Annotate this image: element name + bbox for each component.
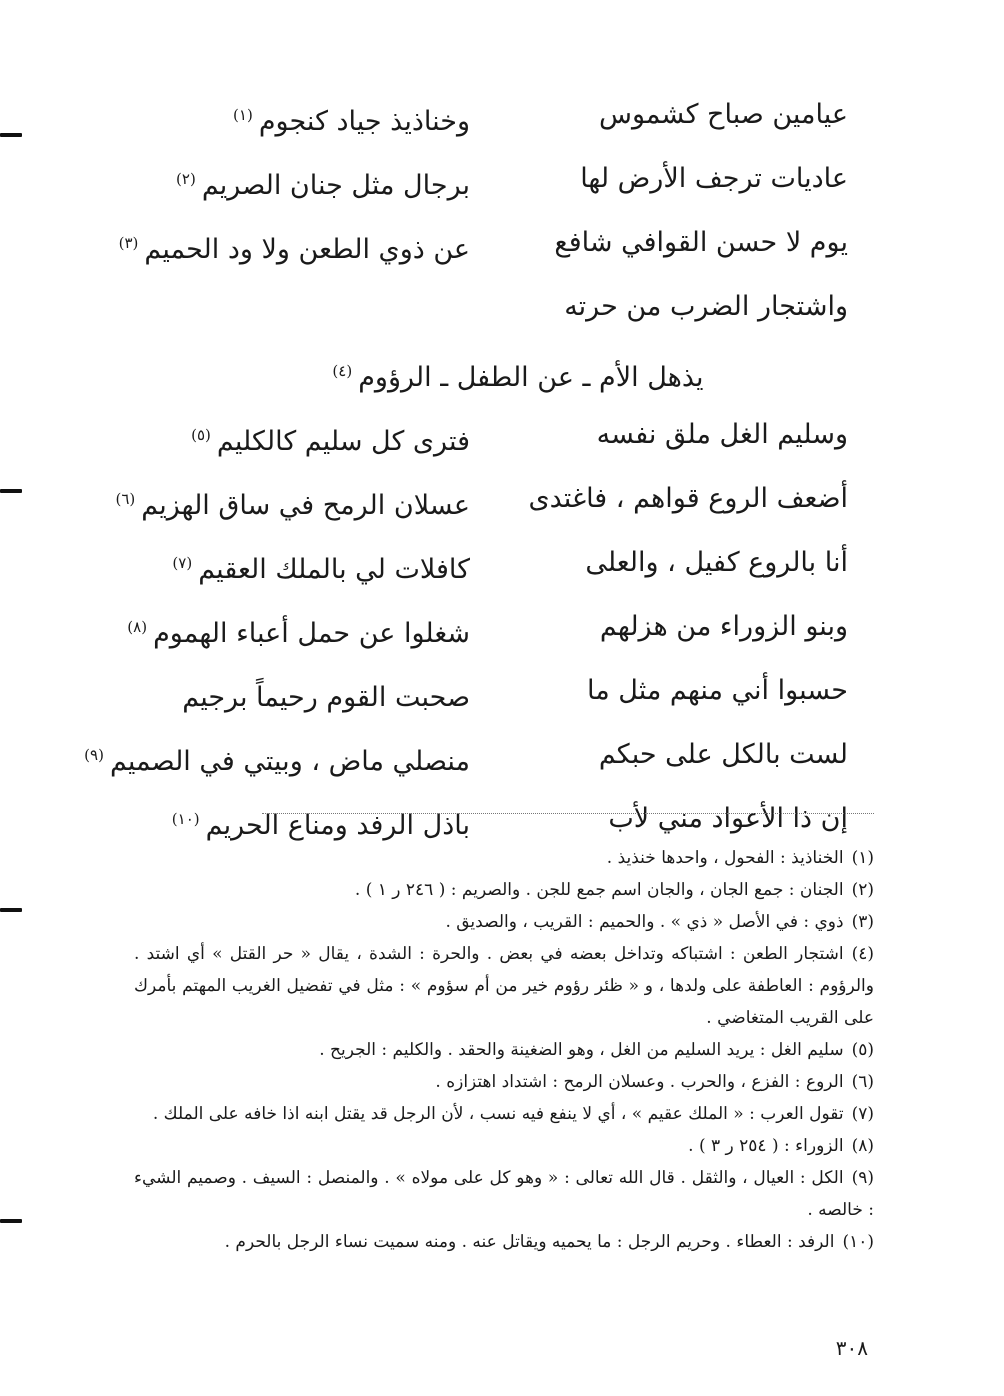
footnote-divider bbox=[262, 813, 874, 814]
footnote-text: تقول العرب : « الملك عقيم » ، أي لا ينفع فيه نسب ، لأن الرجل قد يقتل ابنه اذا خافه على الملك . bbox=[152, 1104, 844, 1124]
verse-first-hemistich: أضعف الروع قواهم ، فاغتدى bbox=[528, 483, 848, 514]
verse-7 bbox=[115, 468, 860, 532]
footnotes bbox=[134, 842, 874, 1258]
footnote bbox=[134, 842, 874, 874]
footnote-reference: (٥) bbox=[191, 426, 211, 444]
verse-second-hemistich bbox=[464, 290, 470, 331]
verse-second-hemistich-text: عن ذوي الطعن ولا ود الحميم bbox=[144, 234, 470, 265]
verse-1 bbox=[170, 84, 860, 148]
verse-second-hemistich-text: برجال مثل جنان الصريم bbox=[201, 170, 470, 201]
verse-second-hemistich-text: كافلات لي بالملك العقيم bbox=[198, 554, 470, 585]
footnote-reference: (٦) bbox=[115, 490, 136, 508]
footnote-text: الكل : العيال ، والثقل . قال الله تعالى : « وهو كل على مولاه » . والمنصل : السيف . وصميم الشيء : خالصه . bbox=[134, 1168, 874, 1220]
footnote bbox=[134, 1034, 874, 1066]
footnote-text: الروع : الفزع ، والحرب . وعسلان الرمح : اشتداد اهتزازه . bbox=[435, 1072, 844, 1092]
verse-second-hemistich bbox=[191, 418, 470, 459]
verse-5 bbox=[170, 340, 860, 404]
verse-continuation bbox=[188, 354, 848, 395]
footnote-reference: (٩) bbox=[84, 746, 104, 764]
footnote-text: ذوي : في الأصل « ذي » . والحميم : القريب ، والصديق . bbox=[445, 912, 844, 932]
margin-mark bbox=[0, 489, 22, 493]
verse-second-hemistich-text: وخناذيذ جياد كنجوم bbox=[258, 106, 470, 137]
footnote bbox=[134, 1066, 874, 1098]
footnote-text: الرفد : العطاء . وحريم الرجل : ما يحميه ويقاتل عنه . ومنه سميت نساء الرجل بالحرم . bbox=[224, 1232, 835, 1252]
verse-first-hemistich: عيامين صباح كشموس bbox=[599, 99, 848, 130]
footnote-reference: (١) bbox=[233, 106, 253, 124]
verse-second-hemistich bbox=[172, 802, 470, 843]
footnote-number: (٦) bbox=[851, 1072, 874, 1092]
verse-continuation-text: يذهل الأم ـ عن الطفل ـ الرؤوم bbox=[358, 362, 704, 393]
footnote-text: اشتجار الطعن : اشتباكه وتداخل بعضه في بعض . والحرة : الشدة ، يقال « حر القتل » أي اشتد . والرؤوم : العاطفة على ولدها ، و « ظئر رؤوم خير من أم سؤوم » : مثل في تفضيل الغريب المهتم بأمرك على القريب المتغاضي . bbox=[134, 944, 874, 1028]
footnote-number: (٤) bbox=[851, 944, 874, 964]
verse-second-hemistich bbox=[127, 610, 470, 651]
footnote-text: الجنان : جمع الجان ، والجان اسم جمع للجن . والصريم : ( ٢٤٦ ر ١ ) . bbox=[354, 880, 844, 900]
verse-first-hemistich: عاديات ترجف الأرض لها bbox=[580, 163, 848, 194]
verse-first-hemistich: إن ذا الأعواد مني لأب bbox=[608, 803, 848, 834]
footnote-reference: (١٠) bbox=[171, 810, 200, 828]
verse-4 bbox=[170, 276, 860, 340]
verse-second-hemistich bbox=[172, 546, 470, 587]
verse-first-hemistich: واشتجار الضرب من حرته bbox=[564, 291, 848, 322]
footnote-number: (٩) bbox=[851, 1168, 874, 1188]
footnote-reference: (٧) bbox=[172, 554, 193, 572]
verse-second-hemistich bbox=[115, 482, 470, 523]
margin-mark bbox=[0, 908, 22, 912]
footnote-number: (٨) bbox=[851, 1136, 874, 1156]
verse-second-hemistich-text: باذل الرفد ومناع الحريم bbox=[205, 810, 470, 841]
verse-second-hemistich bbox=[176, 162, 470, 203]
verse-6 bbox=[170, 404, 860, 468]
verse-second-hemistich-text: عسلان الرمح في ساق الهزيم bbox=[141, 490, 470, 521]
footnote bbox=[134, 1098, 874, 1130]
footnote-number: (٣) bbox=[851, 912, 874, 932]
verse-10 bbox=[170, 660, 860, 724]
verse-second-hemistich bbox=[233, 98, 470, 139]
verse-second-hemistich bbox=[176, 674, 470, 715]
poem bbox=[84, 84, 860, 852]
footnote bbox=[134, 938, 874, 1034]
footnote bbox=[134, 906, 874, 938]
page-number: ٣٠٨ bbox=[835, 1336, 868, 1360]
verse-second-hemistich bbox=[84, 738, 470, 779]
footnote-text: الخناذيذ : الفحول ، واحدها خنذيذ . bbox=[606, 848, 844, 868]
verse-first-hemistich: حسبوا أني منهم مثل ما bbox=[587, 675, 848, 706]
verse-first-hemistich: يوم لا حسن القوافي شافع bbox=[554, 227, 848, 258]
verse-11 bbox=[84, 724, 860, 788]
verse-9 bbox=[127, 596, 860, 660]
footnote-reference: (٢) bbox=[176, 170, 196, 188]
footnote-text: الزوراء : ( ٢٥٤ ر ٣ ) . bbox=[688, 1136, 844, 1156]
margin-mark bbox=[0, 133, 22, 137]
footnote-text: سليم الغل : يريد السليم من الغل ، وهو الضغينة والحقد . والكليم : الجريح . bbox=[319, 1040, 844, 1060]
margin-mark bbox=[0, 1219, 22, 1223]
verse-first-hemistich: أنا بالروع كفيل ، والعلى bbox=[585, 547, 848, 578]
footnote bbox=[134, 874, 874, 906]
footnote-number: (١) bbox=[851, 848, 874, 868]
footnote-reference: (٨) bbox=[127, 618, 148, 636]
footnote bbox=[134, 1226, 874, 1258]
footnote-number: (٢) bbox=[851, 880, 874, 900]
verse-first-hemistich: وبنو الزوراء من هزلهم bbox=[599, 611, 848, 642]
verse-first-hemistich: لست بالكل على حبكم bbox=[598, 739, 848, 770]
footnote-reference: (٤) bbox=[332, 362, 353, 380]
footnote-number: (٧) bbox=[851, 1104, 874, 1124]
footnote bbox=[134, 1130, 874, 1162]
verse-second-hemistich bbox=[119, 226, 470, 267]
footnote-reference: (٣) bbox=[118, 234, 139, 252]
verse-second-hemistich-text: فترى كل سليم كالكليم bbox=[216, 426, 470, 457]
footnote bbox=[134, 1162, 874, 1226]
verse-3 bbox=[118, 212, 860, 276]
verse-first-hemistich: وسليم الغل ملق نفسه bbox=[596, 419, 848, 450]
verse-2 bbox=[170, 148, 860, 212]
verse-second-hemistich-text: شغلوا عن حمل أعباء الهموم bbox=[153, 618, 470, 649]
footnote-number: (٥) bbox=[851, 1040, 874, 1060]
verse-second-hemistich-text: منصلي ماض ، وبيتي في الصميم bbox=[109, 746, 470, 777]
verse-8 bbox=[170, 532, 860, 596]
verse-second-hemistich-text: صحبت القوم رحيماً برجيم bbox=[182, 682, 470, 713]
footnote-number: (١٠) bbox=[842, 1232, 874, 1252]
